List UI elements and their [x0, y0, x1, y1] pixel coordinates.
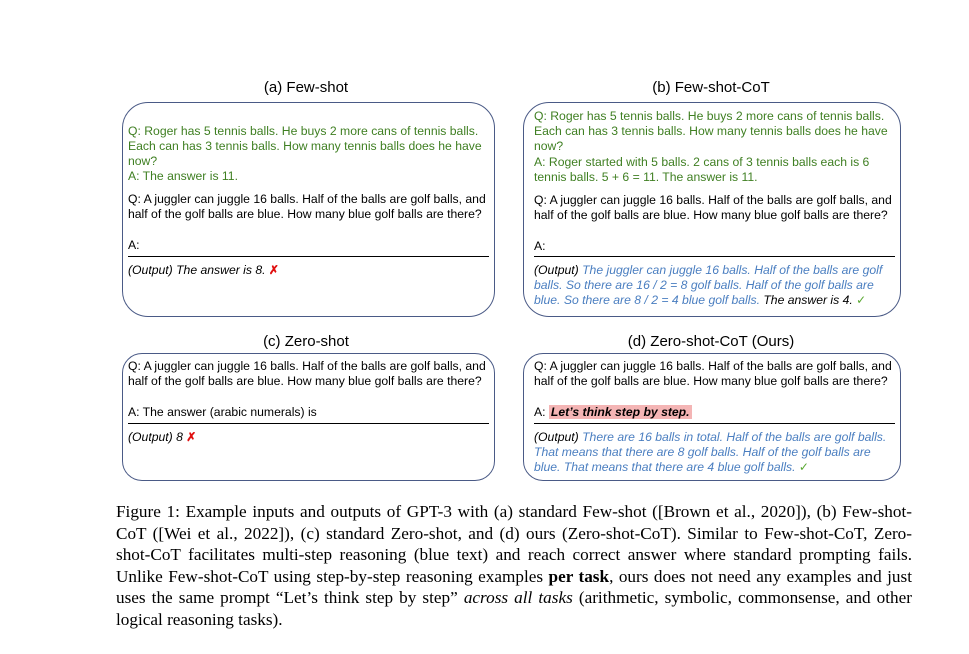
cross-icon: ✗ — [186, 430, 197, 444]
figure-caption — [116, 501, 912, 630]
caption-italic: across all tasks — [463, 588, 573, 607]
output-answer: The answer is 4. — [763, 293, 853, 308]
check-icon: ✓ — [798, 460, 810, 475]
panel-d-answer-line — [534, 405, 896, 420]
panel-c-output — [128, 430, 491, 445]
panel-d-output — [534, 430, 896, 476]
panel-b-example-question: Q: Roger has 5 tennis balls. He buys 2 more cans of tennis balls. Each can has 3 tennis balls. How many tennis balls does he have now? — [534, 109, 888, 154]
output-label: (Output) — [534, 430, 579, 444]
output-label: (Output) — [128, 263, 173, 277]
reasoning-text: There are 16 balls in total. Half of the balls are golf balls. That means that there are 8 golf balls. Half of the golf balls are blue. That means that there are 4 blue golf balls. — [534, 430, 887, 475]
panel-d-title: (d) Zero-shot-CoT (Ours) — [627, 333, 795, 350]
panel-b-answer-prompt: A: — [534, 239, 546, 253]
panel-b-title: (b) Few-shot-CoT — [652, 79, 770, 96]
panel-d-divider — [534, 423, 895, 424]
panel-a-example-answer: A: The answer is 11. — [128, 169, 238, 183]
output-label: (Output) — [534, 263, 579, 277]
panel-a-example-question: Q: Roger has 5 tennis balls. He buys 2 more cans of tennis balls. Each can has 3 tennis balls. How many tennis balls does he have now? — [128, 124, 482, 169]
panel-a-output — [128, 263, 491, 278]
check-icon: ✓ — [856, 293, 867, 308]
panel-b-divider — [534, 256, 895, 257]
trigger-phrase-highlight: Let’s think step by step. — [550, 405, 690, 419]
panel-c-title: (c) Zero-shot — [263, 333, 349, 350]
caption-bold: per task — [548, 566, 610, 586]
panel-d-answer-prompt: A: — [534, 405, 546, 419]
output-label: (Output) — [128, 430, 173, 444]
cross-icon: ✗ — [268, 263, 280, 277]
panel-b-example-answer: A: Roger started with 5 balls. 2 cans of 3 tennis balls each is 6 tennis balls. 5 + 6 = 11. The answer is 11. — [534, 155, 870, 185]
caption-part-2: , ours does not need any examples and just uses the same prompt “Let’s think step by step” — [116, 566, 912, 607]
output-answer: The answer is 8. — [176, 263, 266, 277]
panel-b-query: Q: A juggler can juggle 16 balls. Half of the balls are golf balls, and half of the golf balls are blue. How many blue golf balls are there? — [534, 193, 892, 223]
panel-a-answer-prompt: A: — [128, 238, 140, 252]
panel-c-answer-prompt: A: The answer (arabic numerals) is — [128, 405, 317, 419]
panel-c-divider — [128, 423, 489, 424]
panel-d-query: Q: A juggler can juggle 16 balls. Half of the balls are golf balls, and half of the golf balls are blue. How many blue golf balls are there? — [534, 359, 892, 389]
panel-a-divider — [128, 256, 489, 257]
panel-a-query: Q: A juggler can juggle 16 balls. Half of the balls are golf balls, and half of the golf balls are blue. How many blue golf balls are there? — [128, 192, 486, 222]
caption-part-1: Figure 1: Example inputs and outputs of GPT-3 with (a) standard Few-shot ([Brown et al., 2020]), (b) Few-shot-CoT ([Wei et al., 2022]), (c) standard Zero-shot, and (d) ours (Zero-shot-CoT). Similar to Few-shot-CoT, Zero-shot-CoT facilitates multi-step reasoning (blue text) and reach correct answer where standard prompting fails. Unlike Few-shot-CoT using step-by-step reasoning examples — [116, 502, 912, 586]
panel-a-title: (a) Few-shot — [263, 79, 349, 96]
reasoning-text: The juggler can juggle 16 balls. Half of the balls are golf balls. So there are 16 / 2 = 8 golf balls. Half of the golf balls are blue. So there are 8 / 2 = 4 blue golf balls. — [534, 263, 883, 308]
panel-b-output — [534, 263, 896, 309]
caption-part-3: (arithmetic, symbolic, commonsense, and other logical reasoning tasks). — [116, 588, 912, 629]
panel-c-query: Q: A juggler can juggle 16 balls. Half of the balls are golf balls, and half of the golf balls are blue. How many blue golf balls are there? — [128, 359, 486, 389]
output-answer: 8 — [176, 430, 183, 444]
